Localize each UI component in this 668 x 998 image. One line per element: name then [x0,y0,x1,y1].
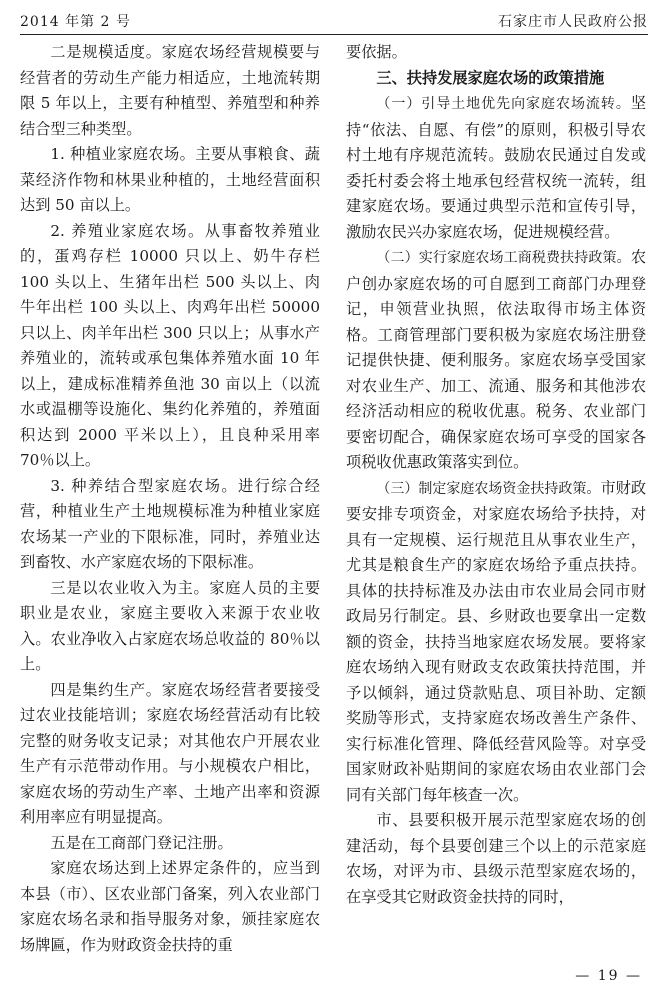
paragraph: 四是集约生产。家庭农场经营者要接受过农业技能培训；家庭农场经营活动有比较完整的财务收支记录；对其他农户开展农业生产有示范带动作用。与小规模农户相比，家庭农场的劳动生产率、土地产出率和资源利用率应有明显提高。 [20,680,320,826]
paragraph-continued: 要依据。 [346,43,407,61]
paragraph: 2. 养殖业家庭农场。从事畜牧养殖业的，蛋鸡存栏 10000 只以上、奶牛存栏 100 头以上、生猪年出栏 500 头以上、肉牛年出栏 100 头以上、肉鸡年出栏 50000 只以上、肉羊年出栏 300 只以上；从事水产养殖业的，流转或承包集体养殖水面 10 年以上，建成标准精养鱼池 30 亩以上（以流水或温棚等设施化、集约化养殖的，养殖面积达到 2000 平米以上），且良种采用率 70％以上。 [20,221,320,469]
paragraph-body: 农户创办家庭农场的可自愿到工商部门办理登记，申领营业执照，依法取得市场主体资格。工商管理部门要积极为家庭农场注册登记提供快捷、便利服务。家庭农场享受国家对农业生产、加工、流通、服务和其他涉农经济活动相应的税收优惠。税务、农业部门要密切配合，确保家庭农场可享受的国家各项税收优惠政策落实到位。 [346,248,646,471]
paragraph: 1. 种植业家庭农场。主要从事粮食、蔬菜经济作物和林果业种植的，土地经营面积达到 50 亩以上。 [20,145,320,214]
paragraph: 3. 种养结合型家庭农场。进行综合经营，种植业生产土地规模标准为种植业家庭农场某一产业的下限标准，同时，养殖业达到畜牧、水产家庭农场的下限标准。 [20,476,320,571]
paragraph: 二是规模适度。家庭农场经营规模要与经营者的劳动生产能力相适应，土地流转期限 5 年以上，主要有种植型、养殖型和种养结合型三种类型。 [20,43,320,138]
section-heading: 三、扶持发展家庭农场的政策措施 [376,68,605,87]
paragraph-body: 坚持“依法、自愿、有偿”的原则，积极引导农村土地有序规范流转。鼓励农民通过自发或委托村委会将土地承包经营权统一流转，组建家庭农场。要通过典型示范和宣传引导，激励农民兴办家庭农场，促进规模经营。 [346,94,646,241]
page-header [20,12,648,35]
issue-label: 2014 年第 2 号 [20,14,131,30]
paragraph [346,91,646,245]
paragraph: 五是在工商部门登记注册。 [50,833,233,852]
paragraph: 市、县要积极开展示范型家庭农场的创建活动，每个县要创建三个以上的示范家庭农场，对评为市、县级示范型家庭农场的，在享受其它财政资金扶持的同时， [346,811,646,906]
paragraph-body: 市财政要安排专项资金，对家庭农场给予扶持，对具有一定规模、运行规范且从事农业生产，尤其是粮食生产的家庭农场给予重点扶持。具体的扶持标准及办法由市农业局会同市财政局另行制定。县、乡财政也要拿出一定数额的资金，扶持当地家庭农场发展。要将家庭农场纳入现有财政支农政策扶持范围，并予以倾斜，通过贷款贴息、项目补助、定额奖励等形式，支持家庭农场改善生产条件、实行标准化管理、降低经营风险等。对享受国家财政补贴期间的家庭农场由农业部门会同有关部门每年核查一次。 [346,478,647,804]
subsection-lead: （一）引导土地优先向家庭农场流转。 [376,96,631,112]
paragraph [346,476,646,809]
left-column [20,40,320,958]
right-column [346,40,646,910]
paragraph: 家庭农场达到上述界定条件的，应当到本县（市）、区农业部门备案，列入农业部门家庭农场名录和指导服务对象，颁挂家庭农场牌匾，作为财政资金扶持的重 [20,859,320,954]
paragraph: 三是以农业收入为主。家庭人员的主要职业是农业，家庭主要收入来源于农业收入。农业净收入占家庭农场总收益的 80％以上。 [20,578,320,673]
page-number: — 19 — [575,968,642,984]
publication-title: 石家庄市人民政府公报 [498,14,648,30]
subsection-lead: （三）制定家庭农场资金扶持政策。 [376,480,601,497]
paragraph [346,245,646,476]
subsection-lead: （二）实行家庭农场工商税费扶持政策。 [376,250,631,266]
